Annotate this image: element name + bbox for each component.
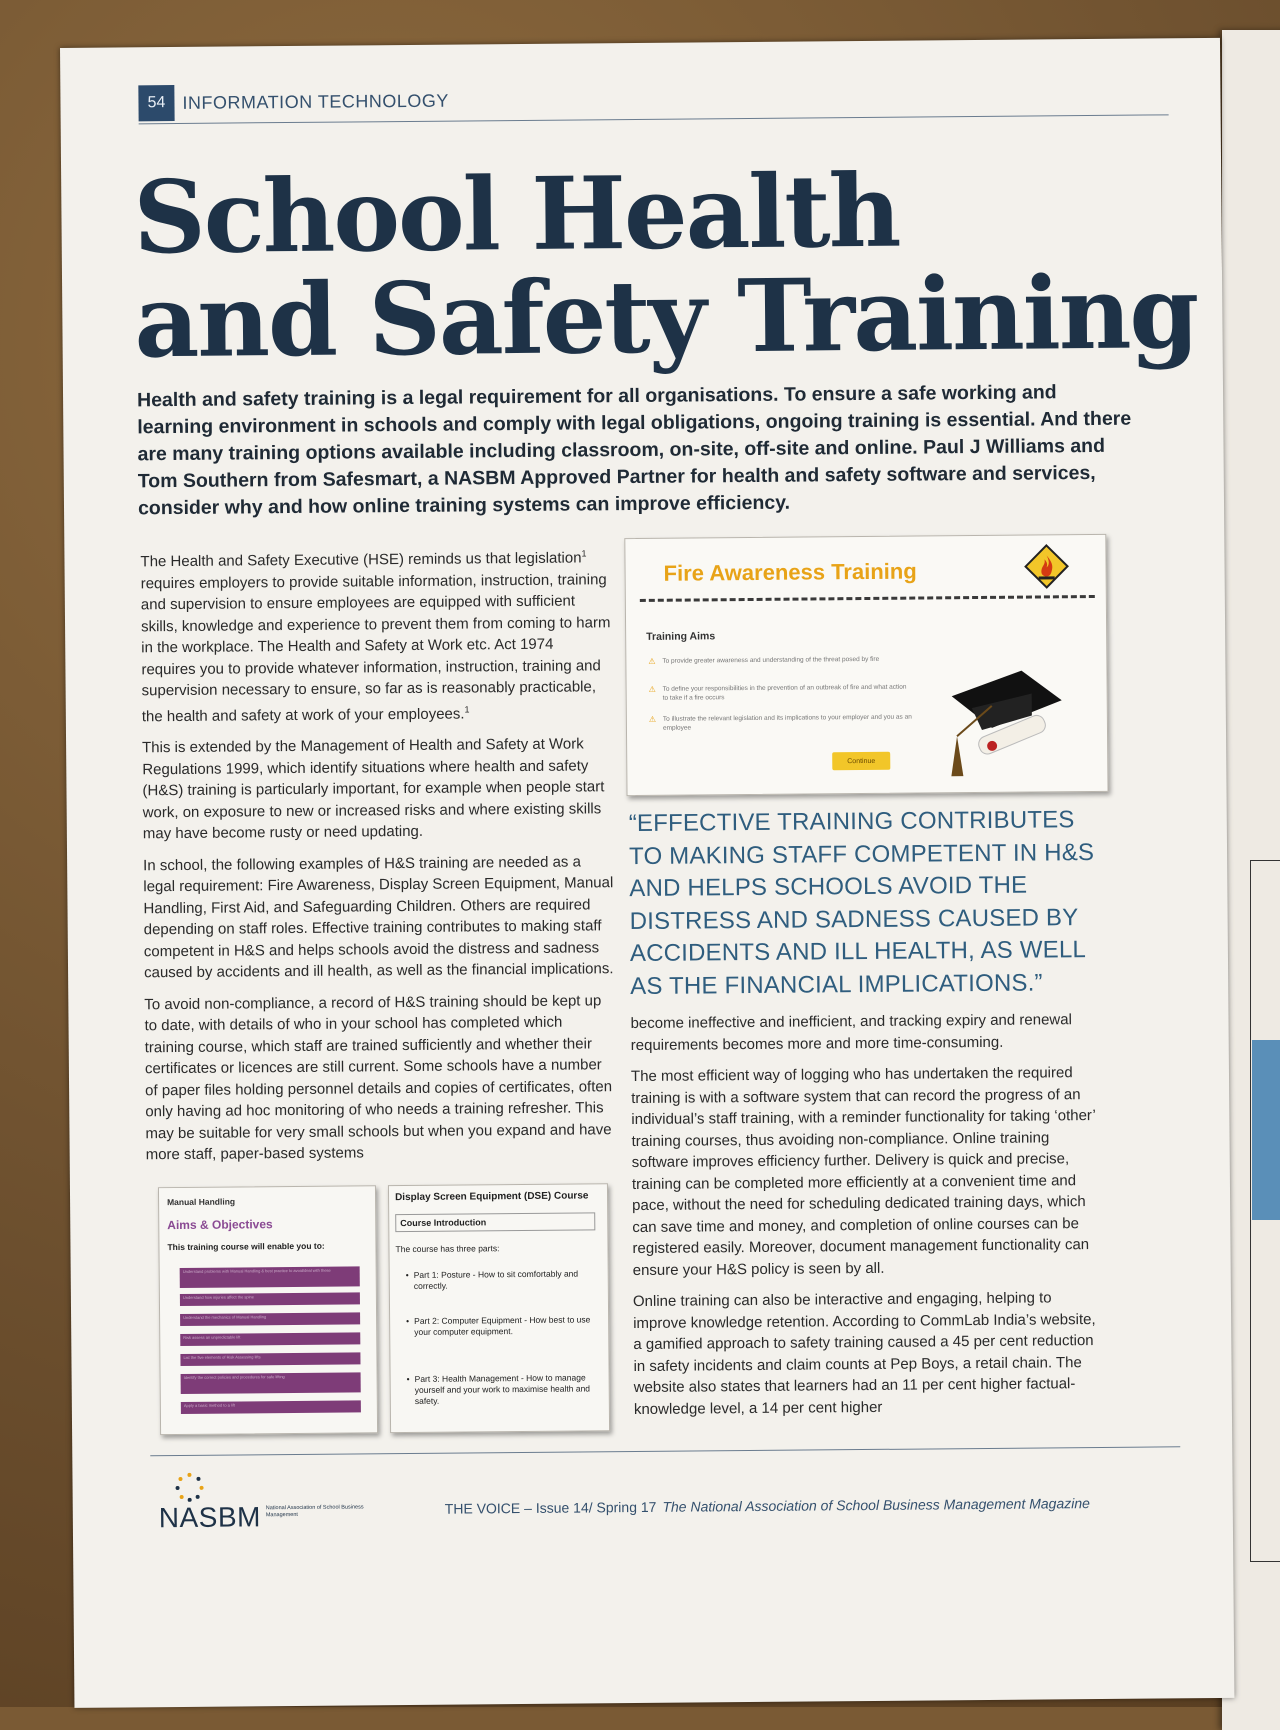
footer-issue <box>445 1495 1090 1517</box>
training-aim: ⚠ To illustrate the relevant legislation and its implications to your employer and you as an employee <box>649 713 913 733</box>
fire-card-divider <box>640 595 1095 602</box>
logo-name: NASBM <box>159 1501 261 1534</box>
graduation-cap-icon <box>936 665 1067 786</box>
training-aim: ⚠ To provide greater awareness and understanding of the threat posed by fire <box>648 655 912 666</box>
training-aims-heading: Training Aims <box>646 630 715 643</box>
mh-objective: Apply a basic method to a lift <box>181 1400 361 1414</box>
right-column <box>630 1009 1104 1430</box>
magazine-page <box>60 38 1234 1708</box>
logo-subtitle: National Association of School Business Management <box>266 1504 366 1519</box>
manual-handling-screenshot <box>158 1185 378 1435</box>
mh-card-label: Manual Handling <box>167 1197 235 1208</box>
body-paragraph: To avoid non-compliance, a record of H&S training should be kept up to date, with details of who in your school has completed which training course, which staff are trained sufficiently and whether their certificates or licences are still current. Some schools have a number of paper files holding personnel details and copies of certificates, often only having ad hoc monitoring of who needs a training refresher. This may be suitable for very small schools but when you expand and have more staff, paper-based systems <box>144 990 615 1166</box>
mh-intro: This training course will enable you to: <box>167 1241 324 1252</box>
left-column <box>140 543 615 1176</box>
body-paragraph: become ineffective and inefficient, and tracking expiry and renewal requirements becomes more and more time-consuming. <box>630 1009 1100 1056</box>
body-paragraph: This is extended by the Management of Health and Safety at Work Regulations 1999, which identify situations where health and safety (H&S) training is particularly important, for example when people start work, on exposure to new or increased risks and where existing skills may have become rusty or need updating. <box>142 733 613 845</box>
body-paragraph: In school, the following examples of H&S training are needed as a legal requirement: Fire Awareness, Display Screen Equipment, Manual Handling, First Aid, and Safeguarding Children. Others are required depending on staff roles. Effective training contributes to making staff competent in H&S and helps schools avoid the distress and sadness caused by accidents and ill health, as well as the financial implications. <box>143 851 614 984</box>
article-title <box>133 156 1198 373</box>
page-number: 54 <box>138 85 174 121</box>
mh-objective: List the five elements of Risk Assessing lifts <box>180 1352 360 1366</box>
continue-button[interactable]: Continue <box>832 752 890 771</box>
section-name: INFORMATION TECHNOLOGY <box>182 90 449 113</box>
body-paragraph: The Health and Safety Executive (HSE) reminds us that legislation$^1$ requires employers to provide suitable information, instruction, training and supervision to ensure employees are equipped with sufficient skills, knowledge and experience to prevent them from coming to harm in the workplace. The Health and Safety at Work etc. Act 1974 requires you to provide whatever information, instruction, training and supervision necessary to ensure, so far as is reasonably practicable, the health and safety at work of your employees.$^1$ <box>140 543 612 727</box>
adjacent-page-blue-block <box>1252 1040 1280 1220</box>
article-lede: Health and safety training is a legal requirement for all organisations. To ensure a safe working and learning environment in schools and comply with legal obligations, ongoing training is essential. And there are many training options available including classroom, on-site, off-site and online. Paul J Williams and Tom Southern from Safesmart, a NASBM Approved Partner for health and safety software and services, consider why and how online training systems can improve efficiency. <box>137 379 1138 523</box>
dse-course-screenshot <box>388 1183 610 1433</box>
mh-objective: Understand how injuries affect the spine <box>180 1292 360 1306</box>
dse-part: • Part 3: Health Management - How to manage yourself and your work to maximise health and safety. <box>407 1372 595 1407</box>
mh-objective: Identify the correct policies and procedures for safe lifting <box>181 1372 361 1394</box>
pull-quote: “EFFECTIVE TRAINING CONTRIBUTES TO MAKING STAFF COMPETENT IN H&S AND HELPS SCHOOLS AVOID THE DISTRESS AND SADNESS CAUSED BY ACCIDENTS AND ILL HEALTH, AS WELL AS THE FINANCIAL IMPLICATIONS.” <box>629 804 1101 1003</box>
mh-objective: Understand problems with Manual Handling & best practice to avoid/deal with these <box>180 1266 360 1288</box>
logo-dots-icon <box>174 1472 204 1502</box>
footer-divider <box>150 1446 1180 1456</box>
fire-hazard-icon <box>1023 543 1069 589</box>
dse-part: • Part 2: Computer Equipment - How best to use your computer equipment. <box>406 1314 594 1338</box>
mh-objective: Risk assess an unpredictable lift <box>180 1332 360 1346</box>
title-line-1: School Health <box>133 156 1197 269</box>
dse-part: • Part 1: Posture - How to sit comfortably and correctly. <box>406 1268 594 1292</box>
nasbm-logo <box>158 1470 379 1532</box>
dse-course-introduction: Course Introduction <box>395 1212 595 1232</box>
page-header <box>138 83 449 122</box>
fire-card-title: Fire Awareness Training <box>663 559 916 587</box>
mh-aims-heading: Aims & Objectives <box>167 1217 272 1232</box>
dse-card-title: Display Screen Equipment (DSE) Course <box>395 1190 588 1203</box>
training-aim: ⚠ To define your responsibilities in the prevention of an outbreak of fire and what action to take if a fire occurs <box>649 683 913 703</box>
mh-objective: Understand the mechanics of Manual Handling <box>180 1312 360 1326</box>
title-line-2: and Safety Training <box>134 260 1198 373</box>
magazine-name: The National Association of School Business Management Magazine <box>662 1495 1090 1515</box>
issue-label: THE VOICE – Issue 14/ Spring 17 <box>445 1499 657 1517</box>
footnote-ref: 1 <box>464 704 469 714</box>
body-paragraph: Online training can also be interactive and engaging, helping to improve knowledge retention. According to CommLab India’s website, a gamified approach to safety training caused a 45 per cent reduction in safety incidents and claim counts at Pep Boys, a retail chain. The website also states that learners had an 11 per cent higher factual-knowledge level, a 14 per cent higher <box>633 1287 1104 1420</box>
dse-intro: The course has three parts: <box>395 1243 499 1254</box>
fire-awareness-screenshot <box>624 534 1108 796</box>
body-paragraph: The most efficient way of logging who has undertaken the required training is with a software system that can record the progress of an individual’s staff training, with a reminder functionality for taking ‘other’ training courses, thus avoiding non-compliance. Online training software improves efficiency further. Delivery is quick and precise, training can be completed more efficiently at a convenient time and pace, without the need for scheduling dedicated training days, which can save time and money, and completion of online courses can be registered easily. Moreover, document management functionality can ensure your H&S policy is seen by all. <box>631 1062 1103 1281</box>
footnote-ref: 1 <box>581 548 586 558</box>
